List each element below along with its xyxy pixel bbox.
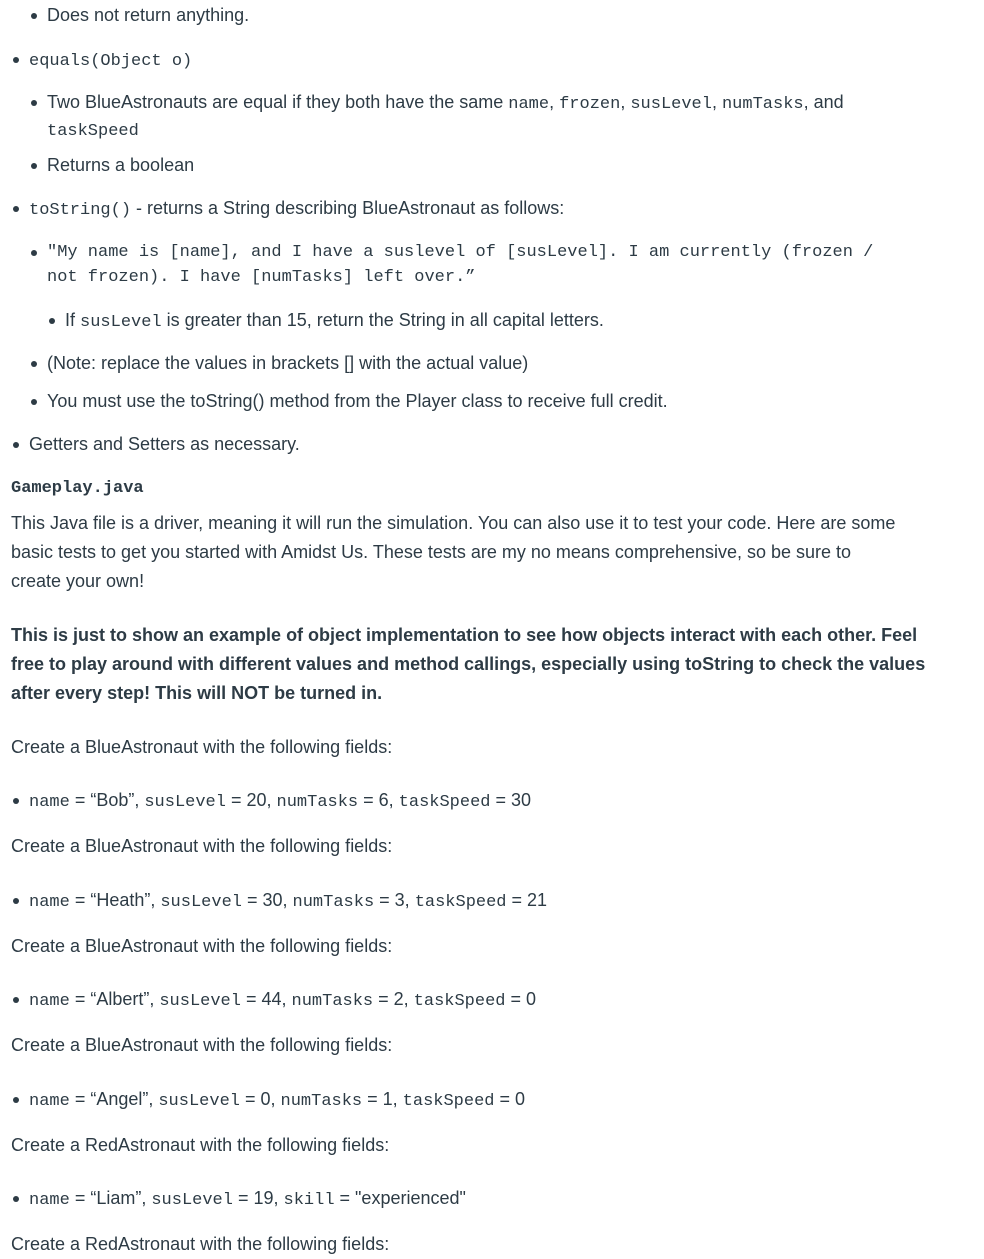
key: taskSpeed (402, 1092, 495, 1111)
equals-signature: equals(Object o) (29, 52, 193, 71)
value: = “Heath”, (69, 890, 161, 910)
key: name (29, 893, 70, 912)
key: name (29, 793, 70, 812)
value: = “Bob”, (69, 790, 145, 810)
test-intro: Create a BlueAstronaut with the following fields: (11, 936, 393, 956)
test-intro: Create a RedAstronaut with the following fields: (11, 1135, 390, 1155)
separator: , (549, 92, 560, 112)
equals-description-item (47, 90, 927, 144)
tostring-must-use-item (47, 389, 668, 414)
does-not-return-text: Does not return anything. (47, 5, 250, 25)
bold-line-2: free to play around with different values and method callings, especially using toString to check the values (11, 654, 926, 674)
value: = 0 (505, 989, 537, 1009)
test-intro: Create a RedAstronaut with the following fields: (11, 1234, 390, 1254)
para-line-2: basic tests to get you started with Amidst Us. These tests are my no means comprehensive, so be sure to (11, 542, 852, 562)
bold-line-3: after every step! This will NOT be turned in. (11, 683, 383, 703)
getters-text: Getters and Setters as necessary. (29, 434, 300, 454)
key: name (29, 992, 70, 1011)
format-line-1: "My name is [name], and I have a suslevel of [susLevel]. I am currently (frozen / (47, 243, 874, 262)
tostring-condition-item (65, 308, 604, 335)
value: = 0 (494, 1089, 526, 1109)
para-line-3: create your own! (11, 571, 145, 591)
value: = 30 (490, 790, 532, 810)
key: susLevel (151, 1191, 233, 1210)
key: numTasks (292, 893, 375, 912)
equals-method-item (29, 47, 192, 74)
test-fields-item (29, 1087, 525, 1114)
tostring-format-item (47, 240, 873, 290)
key: numTasks (276, 793, 359, 812)
field-name: name (508, 95, 550, 114)
condition-code: susLevel (80, 313, 162, 332)
test-fields-item (29, 987, 536, 1014)
value: = 19, (232, 1188, 284, 1208)
key: name (29, 1191, 70, 1210)
value: = 20, (225, 790, 277, 810)
value: = “Liam”, (69, 1188, 152, 1208)
format-line-2: not frozen). I have [numTasks] left over.” (47, 268, 476, 287)
bold-line-1: This is just to show an example of object implementation to see how objects interact with each other. Feel (11, 625, 918, 645)
separator: , and (803, 92, 844, 112)
separator: , (711, 92, 722, 112)
test-fields-item (29, 788, 531, 815)
field-taskspeed: taskSpeed (47, 122, 139, 141)
key: numTasks (280, 1092, 363, 1111)
value: = 21 (506, 890, 548, 910)
tostring-method-item (29, 196, 564, 223)
value: = 44, (240, 989, 292, 1009)
list-item (47, 3, 249, 28)
value: = 3, (374, 890, 415, 910)
getters-item (29, 432, 300, 457)
value: = “Albert”, (69, 989, 160, 1009)
key: susLevel (159, 992, 241, 1011)
key: name (29, 1092, 70, 1111)
key: susLevel (158, 1092, 240, 1111)
gameplay-bold-note (11, 621, 956, 708)
test-intro: Create a BlueAstronaut with the following fields: (11, 737, 393, 757)
test-intro: Create a BlueAstronaut with the following fields: (11, 836, 393, 856)
key: taskSpeed (398, 793, 491, 812)
gameplay-heading: Gameplay.java (11, 479, 144, 498)
equals-returns-text: Returns a boolean (47, 155, 195, 175)
key: numTasks (291, 992, 374, 1011)
value: = 2, (373, 989, 414, 1009)
value: = "experienced" (334, 1188, 466, 1208)
field-suslevel: susLevel (630, 95, 712, 114)
separator: , (620, 92, 631, 112)
field-frozen: frozen (559, 95, 621, 114)
test-fields-item (29, 1186, 466, 1213)
tostring-description: - returns a String describing BlueAstronaut as follows: (131, 198, 565, 218)
test-fields-item (29, 888, 547, 915)
note-text: (Note: replace the values in brackets [] with the actual value) (47, 353, 529, 373)
gameplay-paragraph (11, 509, 956, 596)
value: = 1, (362, 1089, 403, 1109)
key: taskSpeed (414, 893, 507, 912)
value: = 6, (358, 790, 399, 810)
key: susLevel (160, 893, 242, 912)
must-use-text: You must use the toString() method from the Player class to receive full credit. (47, 391, 668, 411)
value: = 30, (241, 890, 293, 910)
value: = “Angel”, (69, 1089, 159, 1109)
value: = 0, (239, 1089, 281, 1109)
test-intro: Create a BlueAstronaut with the following fields: (11, 1035, 393, 1055)
key: susLevel (144, 793, 226, 812)
condition-text: is greater than 15, return the String in all capital letters. (161, 310, 604, 330)
para-line-1: This Java file is a driver, meaning it will run the simulation. You can also use it to test your code. Here are some (11, 513, 896, 533)
field-numtasks: numTasks (721, 95, 804, 114)
tostring-note-item (47, 351, 528, 376)
key: skill (283, 1191, 335, 1210)
condition-prefix: If (65, 310, 81, 330)
equals-returns-item (47, 153, 194, 178)
key: taskSpeed (413, 992, 506, 1011)
tostring-signature: toString() (29, 201, 132, 220)
equals-desc-text: Two BlueAstronauts are equal if they both have the same (47, 92, 509, 112)
